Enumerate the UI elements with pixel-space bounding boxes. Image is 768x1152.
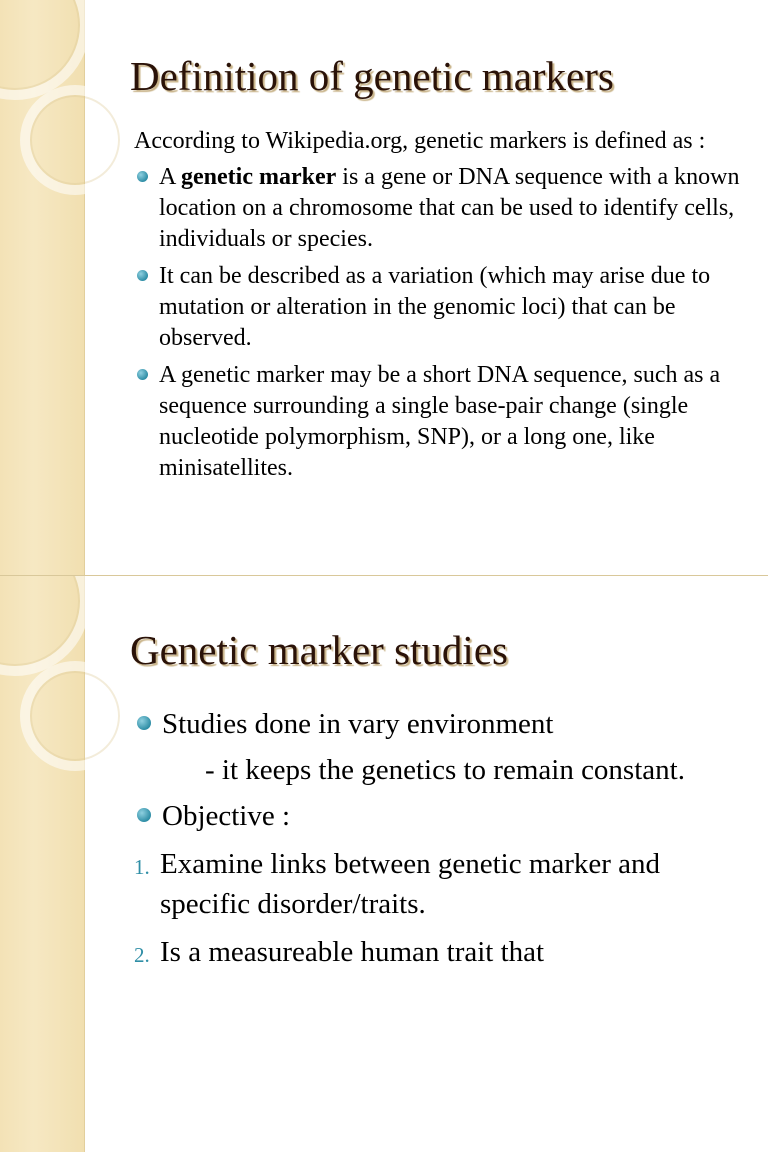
bullet-dot-icon bbox=[137, 369, 148, 380]
bullet-dot-icon bbox=[137, 808, 151, 822]
intro-text: According to Wikipedia.org, genetic markers is defined as : bbox=[134, 128, 706, 154]
bullet-item: Studies done in vary environment bbox=[134, 704, 754, 744]
decorative-ring bbox=[20, 661, 130, 771]
bullet-item: A genetic marker may be a short DNA sequence, such as a sequence surrounding a single base-pair change (single nucleotide polymorphism, SNP), or a long one, like minisatellites. bbox=[134, 360, 744, 484]
bullet-dot-icon bbox=[137, 270, 148, 281]
slide-title: Definition of genetic markers bbox=[130, 53, 614, 99]
item-number: 2. bbox=[134, 943, 150, 967]
bold-term: genetic marker bbox=[181, 164, 337, 190]
bullet-item: A genetic marker is a gene or DNA sequence with a known location on a chromosome that can be used to identify cells, individuals or species. bbox=[134, 162, 744, 255]
slide-body bbox=[134, 126, 744, 490]
slide-studies bbox=[0, 576, 768, 1152]
slide-title: Genetic marker studies bbox=[130, 627, 508, 673]
decorative-ring bbox=[20, 85, 130, 195]
bullet-item: Objective : bbox=[134, 796, 754, 836]
bullet-item: It can be described as a variation (which may arise due to mutation or alteration in the genomic loci) that can be observed. bbox=[134, 261, 744, 354]
item-number: 1. bbox=[134, 855, 150, 879]
slide-body bbox=[134, 704, 754, 980]
bullet-dot-icon bbox=[137, 171, 148, 182]
bullet-dot-icon bbox=[137, 716, 151, 730]
sub-text: - it keeps the genetics to remain constant. bbox=[205, 754, 685, 786]
numbered-item: 1. Examine links between genetic marker and specific disorder/traits. bbox=[134, 848, 661, 920]
numbered-item: 2. Is a measureable human trait that bbox=[134, 932, 754, 972]
